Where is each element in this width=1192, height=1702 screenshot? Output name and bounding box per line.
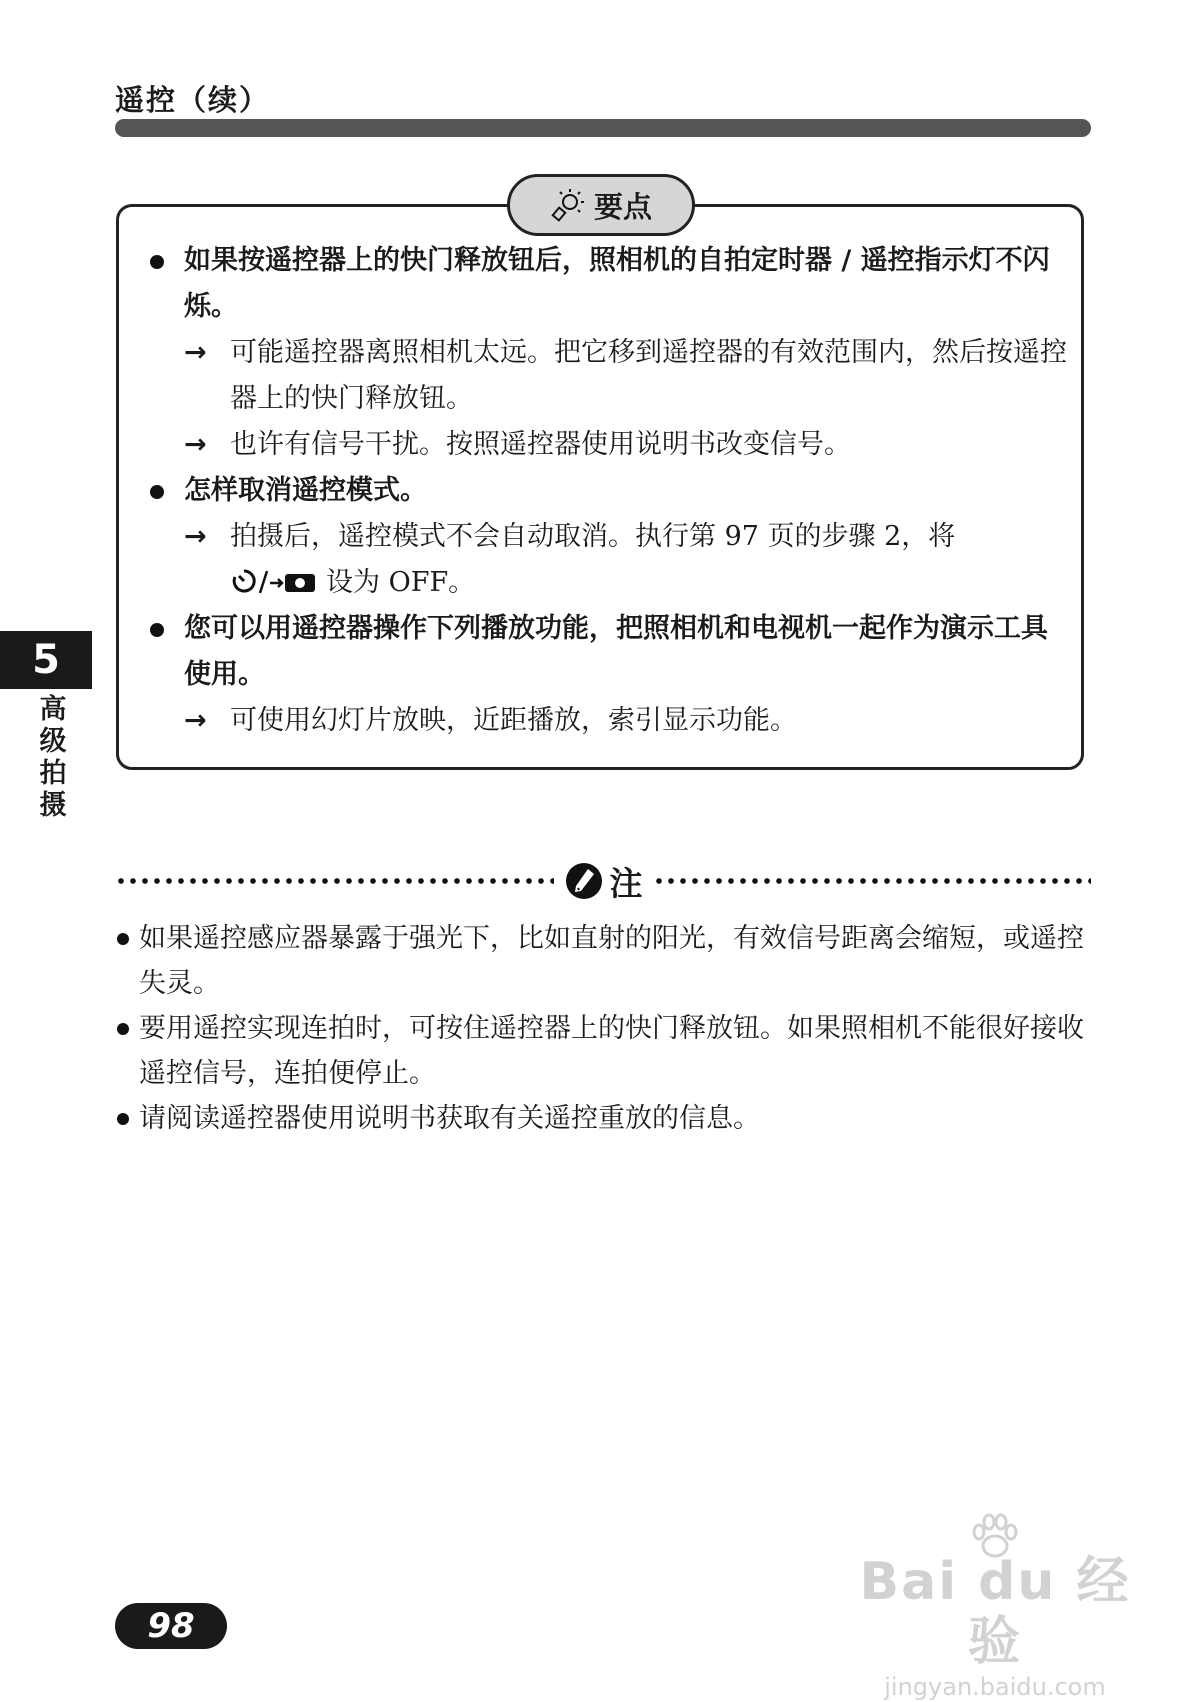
watermark-main: Bai du 经验 (859, 1552, 1131, 1672)
page-title: 遥控（续） (115, 83, 271, 117)
paw-icon (965, 1512, 1025, 1562)
pencil-note-icon (564, 861, 604, 901)
arrow-right-icon: → (184, 521, 207, 552)
bullet-icon (117, 933, 129, 945)
bullet-icon (117, 1113, 129, 1125)
chapter-label: 高级拍摄 (39, 694, 67, 821)
keypoint-answer: → 也许有信号干扰。按照遥控器使用说明书改变信号。 (148, 422, 1068, 468)
bullet-icon (150, 255, 164, 269)
arrow-right-icon: → (184, 705, 207, 736)
header-bar (115, 119, 1091, 137)
keypoints-label: 要点 (593, 189, 652, 224)
notes-label: 注 (554, 858, 653, 905)
keypoints-list (148, 238, 1068, 744)
note-item: 请阅读遥控器使用说明书获取有关遥控重放的信息。 (115, 1096, 1095, 1141)
note-item: 如果遥控感应器暴露于强光下，比如直射的阳光，有效信号距离会缩短，或遥控失灵。 (115, 916, 1095, 1006)
keypoint-answer: → 可使用幻灯片放映，近距播放，索引显示功能。 (148, 698, 1068, 744)
dotted-divider (115, 877, 554, 885)
keypoint-question-1: 如果按遥控器上的快门释放钮后，照相机的自拍定时器 / 遥控指示灯不闪烁。 (148, 238, 1068, 330)
bullet-icon (150, 623, 164, 637)
baidu-jingyan-watermark (855, 1520, 1135, 1701)
watermark-url: jingyan.baidu.com (884, 1673, 1106, 1701)
arrow-right-icon: → (184, 429, 207, 460)
dotted-divider (653, 877, 1092, 885)
keypoint-answer: → 可能遥控器离照相机太远。把它移到遥控器的有效范围内，然后按遥控器上的快门释放钮。 (148, 330, 1068, 422)
notes-list (115, 916, 1095, 1141)
keypoints-tab (507, 174, 695, 236)
page-number: 98 (115, 1603, 227, 1649)
keypoint-question-3: 您可以用遥控器操作下列播放功能，把照相机和电视机一起作为演示工具使用。 (148, 606, 1068, 698)
bullet-icon (150, 485, 164, 499)
bullet-icon (117, 1023, 129, 1035)
keypoint-question-2: 怎样取消遥控模式。 (148, 468, 1068, 514)
keypoint-answer: → 拍摄后，遥控模式不会自动取消。执行第 97 页的步骤 2，将 设为 OFF。 (148, 514, 1068, 606)
note-item: 要用遥控实现连拍时，可按住遥控器上的快门释放钮。如果照相机不能很好接收遥控信号，连拍便停止。 (115, 1006, 1095, 1096)
lightbulb-icon (550, 187, 586, 223)
self-timer-remote-icon (230, 567, 322, 595)
chapter-number-tab: 5 (0, 631, 92, 689)
arrow-right-icon: → (184, 337, 207, 368)
notes-header (115, 856, 1091, 906)
